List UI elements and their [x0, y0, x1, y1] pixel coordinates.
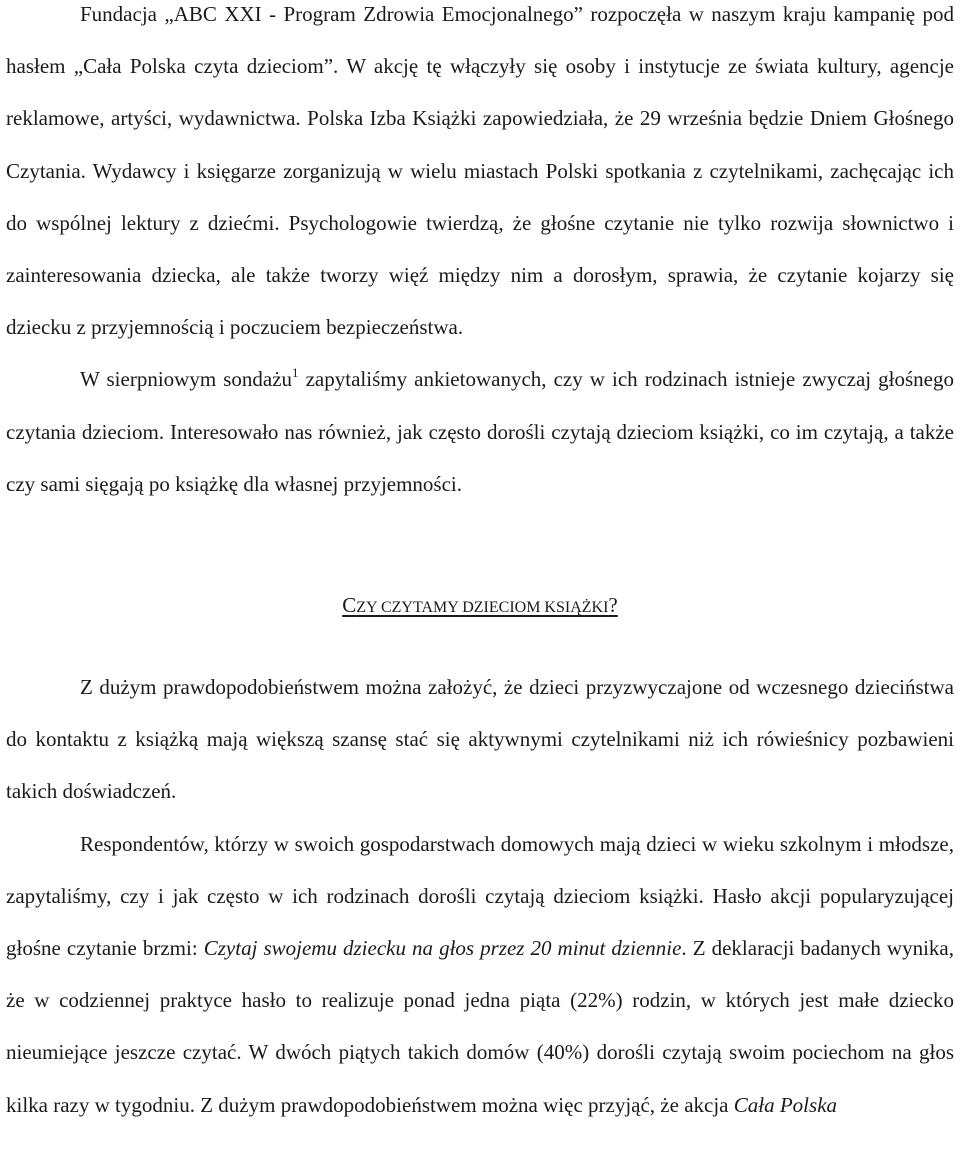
heading-initial: C [342, 593, 357, 618]
paragraph-survey [6, 353, 954, 510]
respondents-text-start: Respondentów, którzy w swoich gospodarstwach domowych mają dzieci w wieku szkolnym i młodsze, zapytaliśmy, czy i jak często w ich rodzinach dorośli czytają dzieciom książki. Hasło akcji popularyzującej głośne czytanie brzmi: [6, 831, 954, 961]
heading-question-mark: ? [608, 593, 618, 618]
footnote-marker[interactable]: 1 [292, 365, 299, 381]
section-heading [6, 579, 954, 634]
campaign-name: Cała Polska [733, 1092, 838, 1117]
survey-text-start: W sierpniowym sondażu [80, 367, 293, 392]
paragraph-probability: Z dużym prawdopodobieństwem można założyć, że dzieci przyzwyczajone od wczesnego dzieciństwa do kontaktu z książką mają większą szansę stać się aktywnymi czytelnikami niż ich rówieśnicy pozbawieni takich doświadczeń. [6, 675, 954, 804]
paragraph-intro: Fundacja „ABC XXI - Program Zdrowia Emocjonalnego” rozpoczęła w naszym kraju kampanię pod hasłem „Cała Polska czyta dzieciom”. W akcję tę włączyły się osoby i instytucje ze świata kultury, agencje reklamowe, artyści, wydawnictwa. Polska Izba Książki zapowiedziała, że 29 września będzie Dniem Głośnego Czytania. Wydawcy i księgarze zorganizują w wielu miastach Polski spotkania z czytelnikami, zachęcając ich do wspólnej lektury z dziećmi. Psychologowie twierdzą, że głośne czytanie nie tylko rozwija słownictwo i zainteresowania dziecka, ale także tworzy więź między nim a dorosłym, sprawia, że czytanie kojarzy się dziecku z przyjemnością i poczuciem bezpieczeństwa. [6, 2, 954, 340]
paragraph-respondents [6, 818, 954, 1131]
heading-small-caps: ZY CZYTAMY DZIECIOM KSIĄŻKI [356, 599, 609, 617]
campaign-slogan: Czytaj swojemu dziecku na głos przez 20 minut dziennie [203, 936, 682, 961]
survey-text-rest: zapytaliśmy ankietowanych, czy w ich rodzinach istnieje zwyczaj głośnego czytania dzieciom. Interesowało nas również, jak często dorośli czytają dzieciom książki, co im czytają, a także czy sami sięgają po książkę dla własnej przyjemności. [6, 367, 954, 496]
respondents-text-middle: . Z deklaracji badanych wynika, że w codziennej praktyce hasło to realizuje ponad jedna piąta (22%) rodzin, w których jest małe dziecko nieumiejące jeszcze czytać. W dwóch piątych takich domów (40%) dorośli czytają swoim pociechom na głos kilka razy w tygodniu. Z dużym prawdopodobieństwem można więc przyjąć, że akcja [6, 936, 954, 1117]
document-page [6, 0, 954, 1131]
